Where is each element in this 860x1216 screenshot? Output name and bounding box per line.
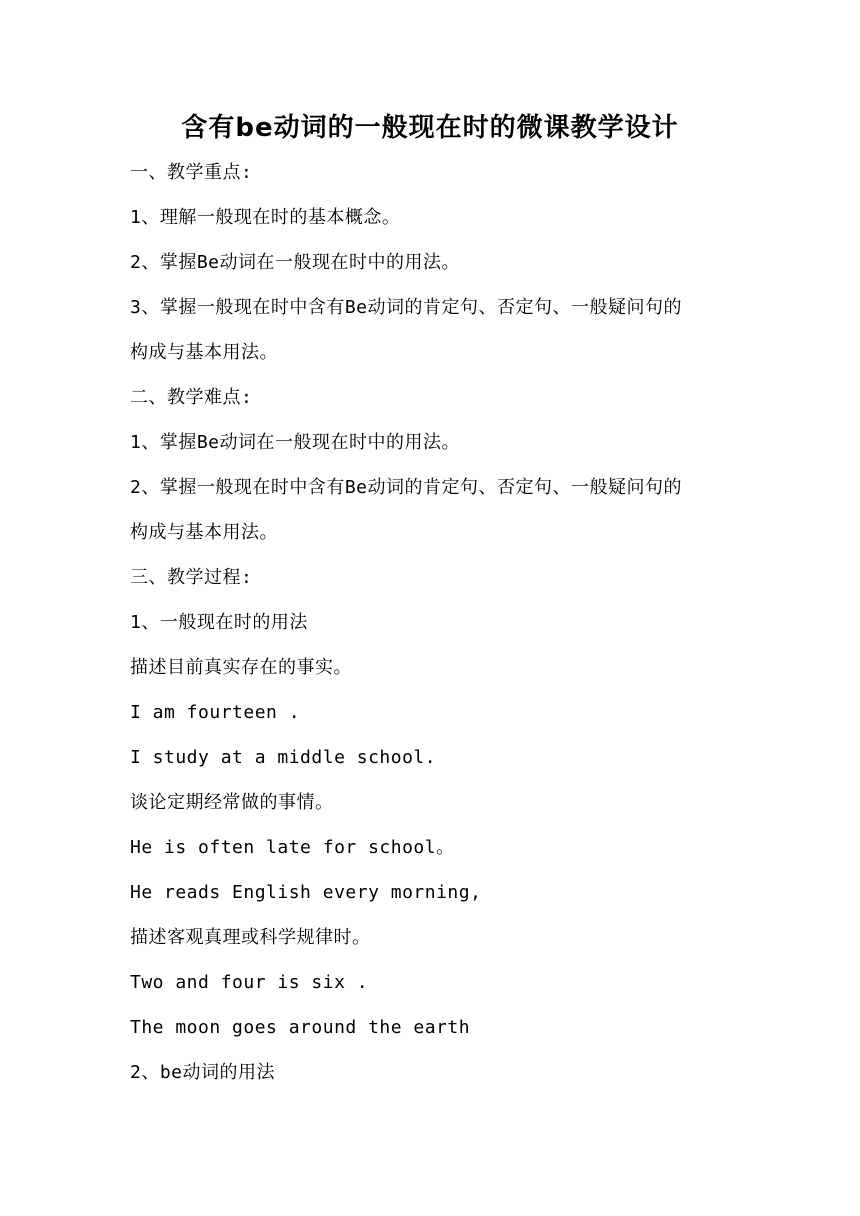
text-line: 2、掌握一般现在时中含有Be动词的肯定句、否定句、一般疑问句的 (130, 477, 683, 498)
text-line: 谈论定期经常做的事情。 (130, 792, 334, 813)
example-sentence: He is often late for school。 (130, 837, 455, 858)
document-title: 含有be动词的一般现在时的微课教学设计 (181, 113, 679, 143)
example-sentence: Two and four is six . (130, 972, 369, 993)
section-heading-process: 三、教学过程: (130, 567, 253, 588)
example-sentence: I am fourteen . (130, 702, 301, 723)
text-line: 2、be动词的用法 (130, 1062, 276, 1083)
text-line: 构成与基本用法。 (130, 522, 278, 543)
text-line: 构成与基本用法。 (130, 342, 278, 363)
text-line: 2、掌握Be动词在一般现在时中的用法。 (130, 252, 461, 273)
section-heading-key-points: 一、教学重点: (130, 162, 253, 183)
text-line: 1、一般现在时的用法 (130, 612, 308, 633)
text-line: 3、掌握一般现在时中含有Be动词的肯定句、否定句、一般疑问句的 (130, 297, 683, 318)
text-line: 1、掌握Be动词在一般现在时中的用法。 (130, 432, 461, 453)
example-sentence: The moon goes around the earth (130, 1017, 471, 1038)
example-sentence: He reads English every morning, (130, 882, 482, 903)
text-line: 描述目前真实存在的事实。 (130, 657, 352, 678)
section-heading-difficulties: 二、教学难点: (130, 387, 253, 408)
text-line: 描述客观真理或科学规律时。 (130, 927, 371, 948)
text-line: 1、理解一般现在时的基本概念。 (130, 207, 401, 228)
example-sentence: I study at a middle school. (130, 747, 437, 768)
